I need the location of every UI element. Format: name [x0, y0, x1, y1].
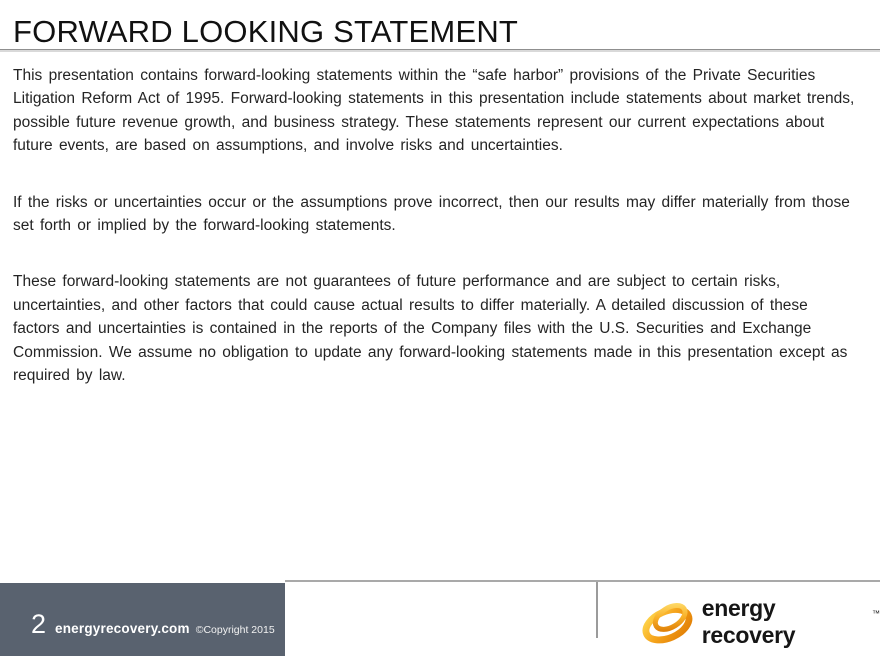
footer-copyright: ©Copyright 2015 [195, 624, 275, 636]
footer-bar [0, 583, 285, 656]
title-divider [0, 49, 880, 52]
footer-vertical-divider [596, 582, 598, 638]
footer-horizontal-divider [285, 580, 880, 582]
energy-recovery-logo [641, 595, 880, 649]
page-number: 2 [31, 609, 47, 639]
footer-website: energyrecovery.com [55, 621, 190, 636]
logo-trademark: ™ [872, 608, 880, 618]
paragraph-risks: If the risks or uncertainties occur or the assumptions prove incorrect, then our results may differ materially from those set forth or implied by the forward-looking statements. [13, 193, 850, 235]
body-text [13, 64, 855, 420]
paragraph-no-guarantees: These forward-looking statements are not guarantees of future performance and are subject to certain risks, uncertainties, and other factors that could cause actual results to differ materially. A detailed discussion of these factors and uncertainties is contained in the reports of the Company files with the U.S. Securities and Exchange Commission. We assume no obligation to update any forward-looking statements made in this presentation except as required by law. [13, 273, 848, 385]
logo-text: energy recovery [701, 595, 796, 648]
energy-recovery-swirl-icon [641, 597, 696, 647]
paragraph-safe-harbor: This presentation contains forward-looking statements within the “safe harbor” provisions of the Private Securities Litigation Reform Act of 1995. Forward-looking statements in this presentation include statements about market trends, possible future revenue growth, and business strategy. These statements represent our current expectations about future events, are based on assumptions, and involve risks and uncertainties. [13, 67, 855, 155]
slide-title: FORWARD LOOKING STATEMENT [13, 14, 519, 49]
